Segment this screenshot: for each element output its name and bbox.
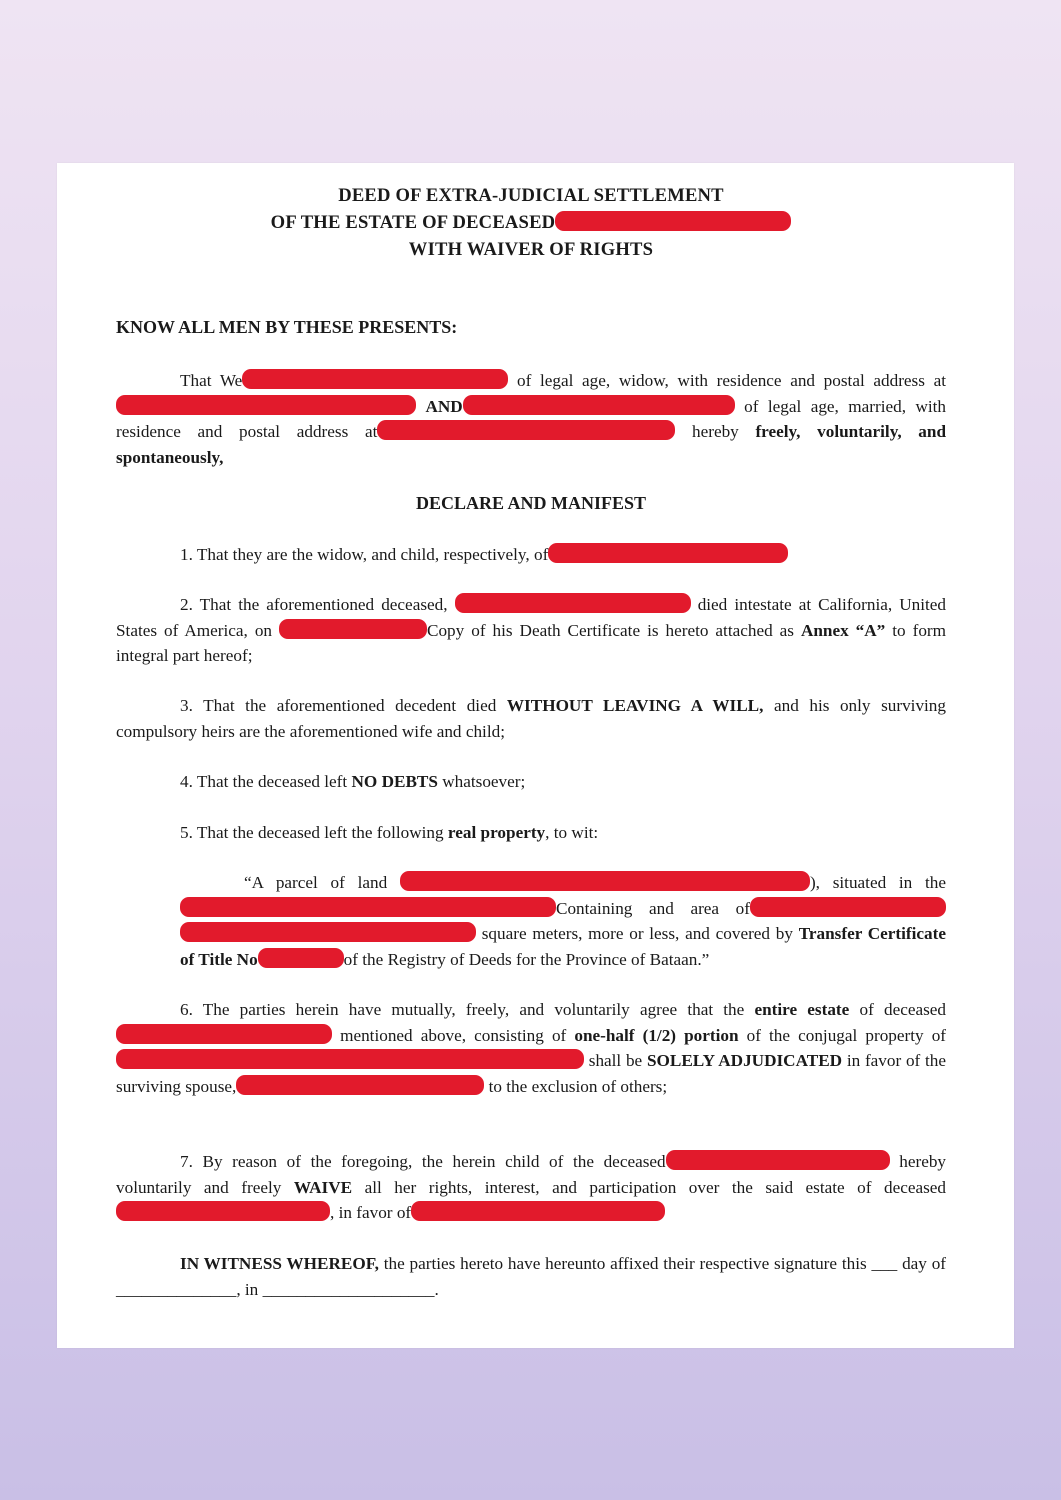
paragraph-6-text-f: of the conjugal property of [746,1025,947,1045]
redacted-name [463,395,735,415]
paragraph-2-text-a: 2. That the aforementioned deceased, [180,595,448,614]
title-line-1: DEED OF EXTRA-JUDICIAL SETTLEMENT [338,185,724,206]
paragraph-4-text-a: 4. That the deceased left [180,772,348,791]
redacted-address [377,420,675,440]
paragraph-1-text: 1. That they are the widow, and child, respectively, of [180,545,549,564]
paragraph-6-text-e: one-half (1/2) portion [574,1025,739,1045]
property-description [116,870,946,972]
paragraph-5-text-c: , to wit: [545,823,599,842]
witness-text-b: the parties hereto have hereunto affixed their respective signature this ___ day of ______________, in ____________________. [116,1254,947,1299]
parties-text-d: of legal age, married, with residence and postal address at [116,396,947,442]
witness-paragraph [116,1251,946,1302]
quote-text-b: ), situated in the [809,873,947,892]
title-line-2 [116,211,946,234]
parties-text-b: of legal age, widow, with residence and postal address at [516,371,946,390]
parties-text-f: freely, voluntarily, and spontaneously, [116,422,947,467]
title-line-3: WITH WAIVER OF RIGHTS [408,239,654,260]
redacted-name [242,369,508,389]
quote-text-f: of the Registry of Deeds for the Province of Bataan.” [343,949,710,969]
paragraph-5-text-a: 5. That the deceased left the following [180,823,444,842]
paragraph-2-text-c: Copy of his Death Certificate is hereto attached as [427,620,794,640]
paragraph-4 [116,769,946,795]
paragraph-6-text-h: SOLELY ADJUDICATED [646,1051,843,1071]
intro-heading: KNOW ALL MEN BY THESE PRESENTS: [116,317,458,337]
redacted-name [236,1075,484,1095]
redacted-lot-details [400,871,810,891]
paragraph-7-text-e: , in favor of [330,1203,412,1223]
paragraph-6-text-c: of deceased [859,1000,946,1019]
paragraph-6-text-g: shall be [588,1051,643,1071]
parties-paragraph [116,368,946,470]
paragraph-5-text-b: real property [447,823,546,842]
parties-text-e: hereby [692,422,739,442]
paragraph-2-text-e: to form integral part hereof; [116,620,947,666]
paragraph-3-text-c: and his only surviving compulsory heirs are the aforementioned wife and child; [116,696,946,741]
redacted-names [116,1049,584,1069]
quote-text-a: “A parcel of land [244,873,388,892]
paragraph-1 [116,542,946,568]
declare-heading: DECLARE AND MANIFEST [415,493,647,513]
paragraph-6-text-b: entire estate [754,1000,850,1019]
parties-text-a: That We [180,371,243,390]
paragraph-6-text-d: mentioned above, consisting of [340,1025,567,1045]
redacted-location [180,897,556,917]
quote-text-d: square meters, more or less, and covered by [481,924,793,944]
title-line-2-text: OF THE ESTATE OF DECEASED [270,212,556,233]
paragraph-3 [116,693,946,744]
witness-text-a: IN WITNESS WHEREOF, [180,1254,379,1273]
redacted-name [548,543,788,563]
paragraph-7-text-d: all her rights, interest, and participation over the said estate of deceased [364,1177,947,1197]
paragraph-7-text-a: 7. By reason of the foregoing, the herein child of the deceased [180,1152,666,1171]
paragraph-7 [116,1149,946,1226]
redacted-title-number [258,948,344,968]
paragraph-3-text-a: 3. That the aforementioned decedent died [180,696,497,715]
paragraph-7-text-c: WAIVE [293,1177,353,1197]
paragraph-6 [116,997,946,1099]
paragraph-4-text-c: whatsoever; [442,772,526,791]
paragraph-4-text-b: NO DEBTS [351,772,438,791]
parties-text-c: AND [425,396,463,416]
paragraph-6-text-i: in favor of the surviving spouse, [116,1051,947,1096]
paragraph-6-text-j: to the exclusion of others; [488,1076,668,1096]
redacted-name [555,211,791,231]
redacted-name [116,1201,330,1221]
redacted-area [750,897,946,917]
paragraph-6-text-a: 6. The parties herein have mutually, freely, and voluntarily agree that the [180,1000,745,1019]
paragraph-7-text-b: hereby voluntarily and freely [116,1152,947,1197]
document-page [57,163,1014,1348]
paragraph-2-text-b: died intestate at California, United States of America, on [116,595,946,640]
redacted-name [411,1201,665,1221]
redacted-date [279,619,427,639]
redacted-name [455,593,691,613]
redacted-address [116,395,416,415]
paragraph-5 [116,820,946,846]
quote-text-c: Containing and area of [556,898,750,918]
quote-text-e: Transfer Certificate of Title No [180,924,946,969]
redacted-area [180,922,476,942]
annex-a-label: Annex “A” [800,620,886,640]
redacted-name [666,1150,890,1170]
paragraph-3-text-b: WITHOUT LEAVING A WILL, [506,696,764,715]
redacted-name [116,1024,332,1044]
paragraph-2 [116,592,946,669]
